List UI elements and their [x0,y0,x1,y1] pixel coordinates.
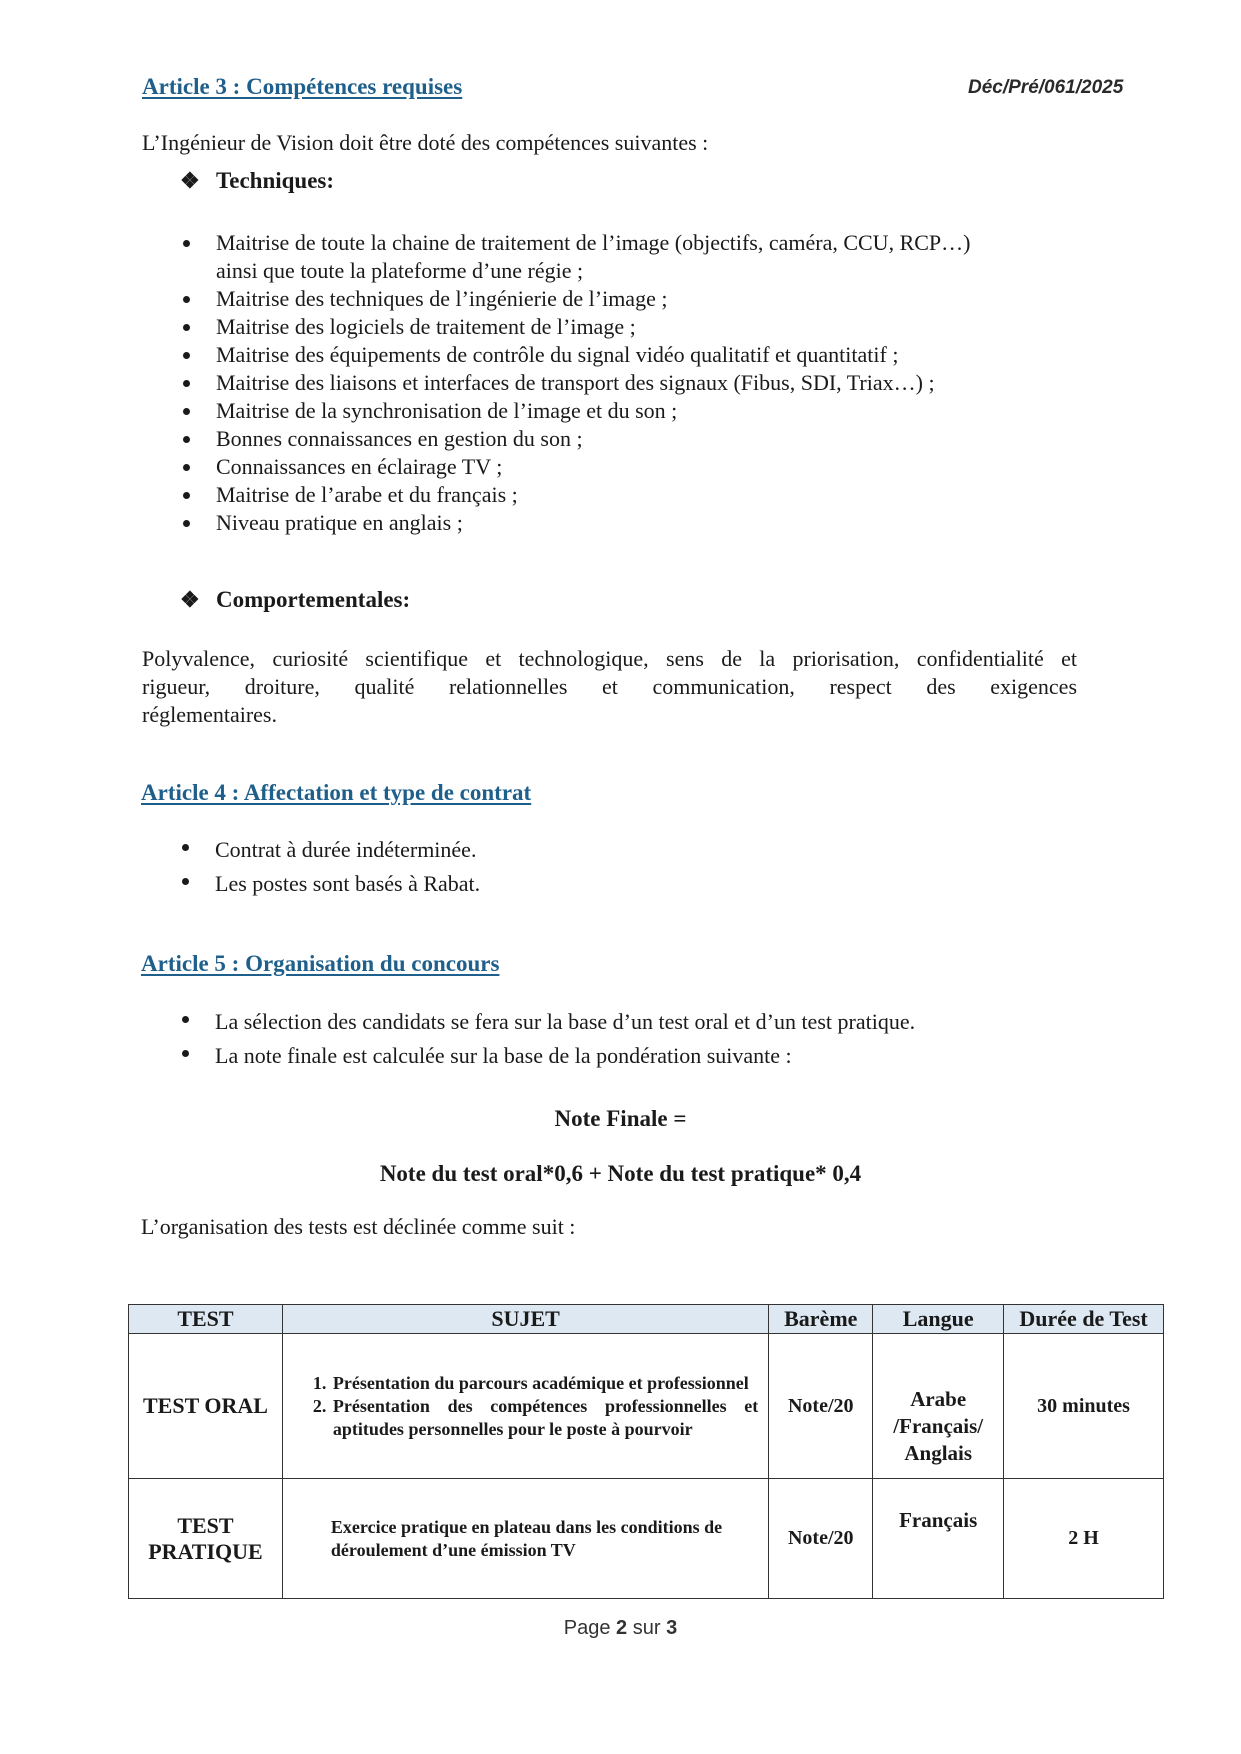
list-item: Bonnes connaissances en gestion du son ; [216,425,1116,453]
test-pratique-langue: Français [873,1479,1004,1599]
diamond-bullet-icon: ❖ [180,587,200,612]
table-header-row [129,1305,1164,1334]
test-oral-bareme: Note/20 [769,1334,873,1479]
header-sujet: SUJET [282,1305,768,1334]
tests-table [128,1304,1164,1599]
list-item: Maitrise des liaisons et interfaces de transport des signaux (Fibus, SDI, Triax…) ; [216,369,1116,397]
test-oral-langue: Arabe /Français/ Anglais [873,1334,1004,1479]
diamond-bullet-icon: ❖ [180,168,200,193]
article4-title: Article 4 : Affectation et type de contrat [141,780,532,805]
list-item: Connaissances en éclairage TV ; [216,453,1116,481]
list-item: Contrat à durée indéterminée. [215,833,480,867]
header-bareme: Barème [769,1305,873,1334]
formula-line-2: Note du test oral*0,6 + Note du test pratique* 0,4 [379,1161,862,1186]
article4-list [215,833,480,901]
list-item: Maitrise des équipements de contrôle du signal vidéo qualitatif et quantitatif ; [216,341,1116,369]
comportementales-heading: ❖ Comportementales: [180,587,411,612]
article5-list [215,1005,915,1073]
test-pratique-sujet: Exercice pratique en plateau dans les conditions de déroulement d’une émission TV [282,1479,768,1599]
list-item: Maitrise des techniques de l’ingénierie de l’image ; [216,285,1116,313]
formula-line-1: Note Finale = [554,1106,687,1131]
list-item: Maitrise des logiciels de traitement de l’image ; [216,313,1116,341]
header-test: TEST [129,1305,283,1334]
page-number: Page 2 sur 3 [563,1617,678,1639]
list-item: La note finale est calculée sur la base de la pondération suivante : [215,1039,915,1073]
list-item: Les postes sont basés à Rabat. [215,867,480,901]
table-row [129,1479,1164,1599]
list-item: Maitrise de toute la chaine de traitement de l’image (objectifs, caméra, CCU, RCP…) ainsi que toute la plateforme d’une régie ; [216,229,1116,285]
list-item: Maitrise de l’arabe et du français ; [216,481,1116,509]
list-item: 1. Présentation du parcours académique et professionnel [331,1372,758,1395]
organisation-intro: L’organisation des tests est déclinée comme suit : [141,1214,576,1239]
article3-intro: L’Ingénieur de Vision doit être doté des compétences suivantes : [142,130,709,155]
article5-title: Article 5 : Organisation du concours [141,951,500,976]
techniques-heading: ❖ Techniques: [180,168,335,193]
list-item: Maitrise de la synchronisation de l’image et du son ; [216,397,1116,425]
comportementales-paragraph: Polyvalence, curiosité scientifique et technologique, sens de la priorisation, confidentialité et rigueur, droiture, qualité relationnelles et communication, respect des exigences réglementaires. [142,646,1077,727]
techniques-list [216,229,1116,537]
list-item: Niveau pratique en anglais ; [216,509,1116,537]
test-oral-duree: 30 minutes [1004,1334,1164,1479]
test-oral-sujet [282,1334,768,1479]
list-item: La sélection des candidats se fera sur la base d’un test oral et d’un test pratique. [215,1005,915,1039]
document-reference: Déc/Pré/061/2025 [968,77,1124,98]
header-langue: Langue [873,1305,1004,1334]
test-pratique-bareme: Note/20 [769,1479,873,1599]
test-oral-name: TEST ORAL [129,1334,283,1479]
list-item: 2. Présentation des compétences professionnelles et aptitudes personnelles pour le poste à pourvoir [331,1395,758,1441]
table-row [129,1334,1164,1479]
test-pratique-name: TEST PRATIQUE [129,1479,283,1599]
header-duree: Durée de Test [1004,1305,1164,1334]
article3-title: Article 3 : Compétences requises [142,74,463,99]
test-pratique-duree: 2 H [1004,1479,1164,1599]
